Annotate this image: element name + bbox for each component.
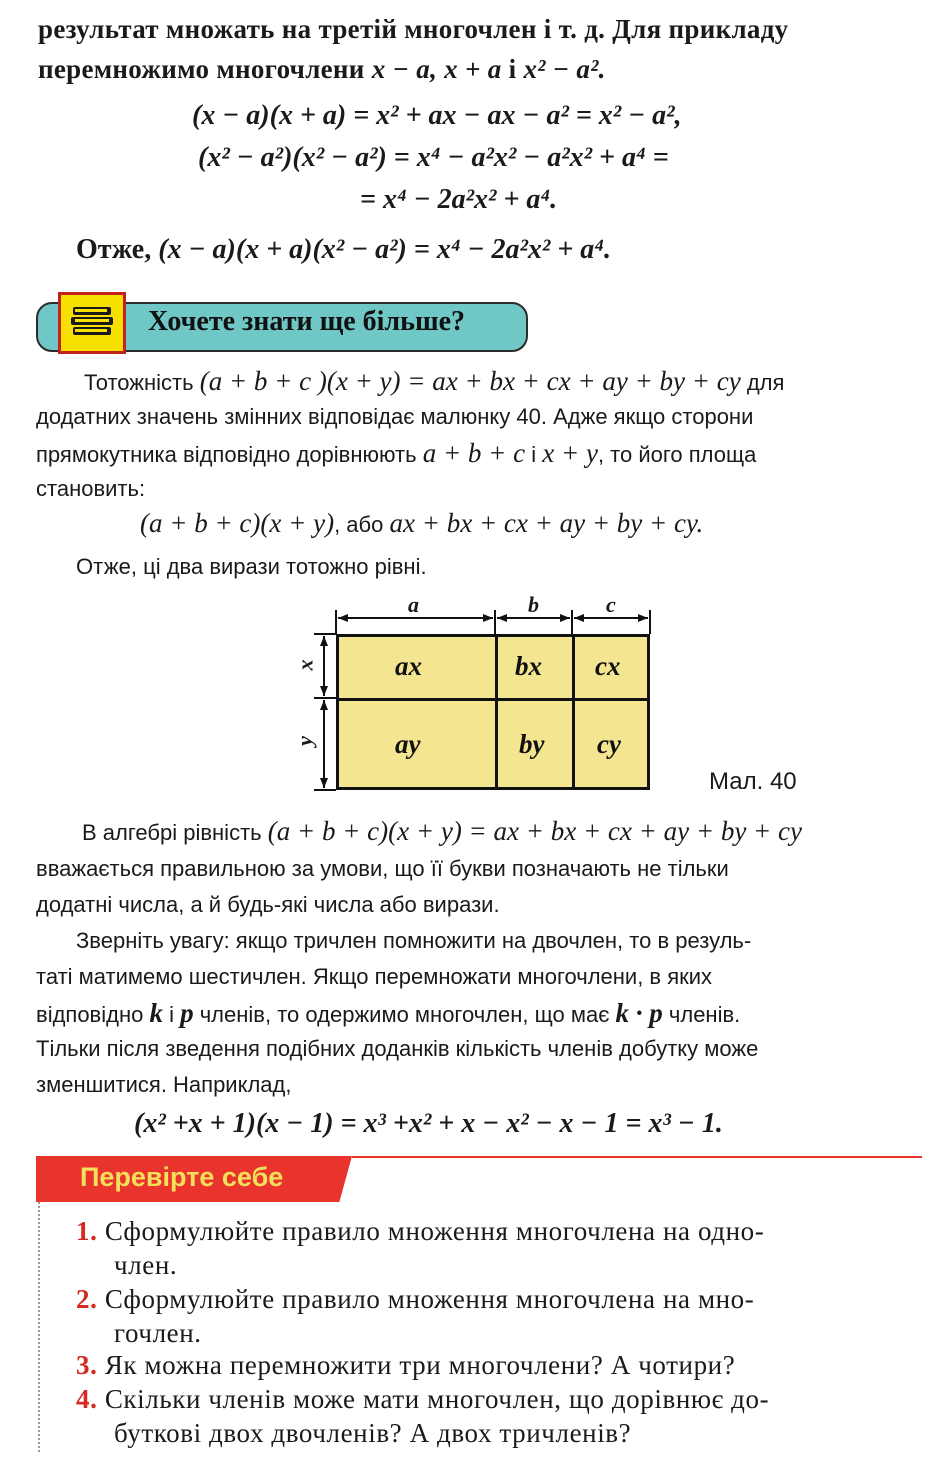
conclusion-math: (x − a)(x + a)(x² − a²) = x⁴ − 2a²x² + a⁴. bbox=[158, 234, 612, 265]
conclusion bbox=[76, 234, 611, 266]
intro-line-2-text: перемножимо многочлени bbox=[38, 54, 372, 84]
equation-3: = x⁴ − 2a²x² + a⁴. bbox=[360, 184, 558, 215]
more-title: Хочете знати ще більше? bbox=[148, 306, 466, 337]
cell-cy: cy bbox=[597, 729, 621, 759]
p4-kp: k · p bbox=[615, 998, 663, 1028]
more-p2: Отже, ці два вирази тотожно рівні. bbox=[76, 554, 427, 579]
figure-40 bbox=[290, 590, 670, 800]
equation-1: (x − a)(x + a) = x² + ax − ax − a² = x² − a², bbox=[192, 100, 682, 131]
question-4-text: Скільки членів може мати многочлен, що дорівнює до- bbox=[104, 1384, 770, 1414]
question-1-line1 bbox=[76, 1216, 764, 1247]
question-3-number: 3. bbox=[76, 1350, 98, 1380]
p4-line3-c: членів. bbox=[662, 1002, 741, 1027]
body-p3-line3: додатні числа, а й будь-які числа або вирази. bbox=[36, 892, 500, 917]
question-2-line1 bbox=[76, 1284, 754, 1315]
p1-start: Тотожність bbox=[84, 370, 200, 395]
question-4-line2: буткові двох двочленів? А двох тричленів? bbox=[114, 1418, 632, 1448]
body-p4-line2: таті матимемо шестичлен. Якщо перемножати многочлени, в яких bbox=[36, 964, 713, 989]
cell-cx: cx bbox=[595, 651, 621, 681]
question-4-number: 4. bbox=[76, 1384, 98, 1414]
p1-line3-m1: a + b + c bbox=[422, 438, 526, 468]
conclusion-word: Отже, bbox=[76, 234, 152, 265]
grid-divider bbox=[495, 637, 498, 787]
question-2-line2: гочлен. bbox=[114, 1318, 202, 1348]
question-3-line1 bbox=[76, 1350, 735, 1381]
cell-ax: ax bbox=[395, 651, 422, 681]
question-1-line2: член. bbox=[114, 1250, 178, 1280]
p4-line3-a: відповідно bbox=[36, 1002, 150, 1027]
p4-i: і bbox=[162, 1002, 181, 1027]
grid-divider bbox=[572, 637, 575, 787]
more-p1-line2: додатних значень змінних відповідає малюнку 40. Адже якщо сторони bbox=[36, 404, 754, 429]
more-eq-or: , або bbox=[334, 512, 390, 537]
question-3-text: Як можна перемножити три многочлени? А чотири? bbox=[104, 1350, 736, 1380]
p3-start: В алгебрі рівність bbox=[82, 820, 268, 845]
body-p4-line3 bbox=[36, 998, 740, 1029]
figure-caption: Мал. 40 bbox=[709, 768, 797, 795]
cell-ay: ay bbox=[395, 729, 421, 759]
self-check-rule bbox=[352, 1156, 922, 1158]
body-p4-line5: зменшитися. Наприклад, bbox=[36, 1072, 292, 1097]
cell-bx: bx bbox=[515, 651, 542, 681]
question-2-text: Сформулюйте правило множення многочлена на мно- bbox=[104, 1284, 755, 1314]
intro-math-2: x² − a². bbox=[523, 54, 606, 84]
p4-line3-b: членів, то одержимо многочлен, що має bbox=[193, 1002, 616, 1027]
p4-p: p bbox=[180, 998, 194, 1028]
self-check-title: Перевірте себе bbox=[80, 1162, 284, 1192]
dim-label-a: a bbox=[408, 592, 419, 617]
intro-and: і bbox=[501, 54, 524, 84]
more-eq-m1: (a + b + c)(x + y) bbox=[140, 508, 335, 538]
body-p4-line4: Тільки після зведення подібних доданків кількість членів добутку може bbox=[36, 1036, 759, 1061]
more-eq-m2: ax + bx + cx + ay + by + cy. bbox=[389, 508, 704, 538]
self-check-sideline bbox=[38, 1202, 40, 1452]
more-p1-line4: становить: bbox=[36, 476, 146, 501]
body-p4-line1: Зверніть увагу: якщо тричлен помножити на двочлен, то в резуль- bbox=[76, 928, 752, 953]
books-icon bbox=[58, 292, 126, 354]
p1-math: (a + b + c )(x + y) = ax + bx + cx + ay + by + cy bbox=[199, 366, 741, 396]
question-2-number: 2. bbox=[76, 1284, 98, 1314]
p1-end: для bbox=[740, 370, 785, 395]
body-p3-line2: вважається правильною за умови, що її букви позначають не тільки bbox=[36, 856, 729, 881]
p1-line3-b: , то його площа bbox=[597, 442, 757, 467]
dim-label-y: y bbox=[291, 736, 317, 746]
p1-line3-a: прямокутника відповідно дорівнюють bbox=[36, 442, 423, 467]
body-p3-line1 bbox=[82, 816, 802, 847]
example-equation: (x² +x + 1)(x − 1) = x³ +x² + x − x² − x − 1 = x³ − 1. bbox=[134, 1108, 723, 1139]
question-1-number: 1. bbox=[76, 1216, 98, 1246]
more-p1-line3 bbox=[36, 438, 756, 469]
p1-line3-m2: x + y bbox=[542, 438, 598, 468]
p4-k: k bbox=[149, 998, 163, 1028]
p3-math: (a + b + c)(x + y) = ax + bx + cx + ay + by + cy bbox=[267, 816, 802, 846]
more-equation bbox=[140, 508, 703, 539]
p1-line3-i: і bbox=[525, 442, 543, 467]
more-p1-line1 bbox=[84, 366, 784, 397]
cell-by: by bbox=[519, 729, 545, 759]
question-1-text: Сформулюйте правило множення многочлена на одно- bbox=[104, 1216, 765, 1246]
intro-line-2 bbox=[38, 54, 606, 85]
dim-label-x: x bbox=[292, 659, 318, 671]
dim-label-b: b bbox=[528, 592, 539, 617]
dim-label-c: c bbox=[606, 592, 616, 617]
intro-math-1: x − a, x + a bbox=[371, 54, 502, 84]
figure-grid bbox=[336, 634, 650, 790]
grid-divider bbox=[339, 698, 647, 701]
question-4-line1 bbox=[76, 1384, 769, 1415]
equation-2: (x² − a²)(x² − a²) = x⁴ − a²x² − a²x² + a⁴ = bbox=[198, 142, 669, 173]
intro-line-1: результат множать на третій многочлен і т. д. Для прикладу bbox=[38, 14, 789, 44]
